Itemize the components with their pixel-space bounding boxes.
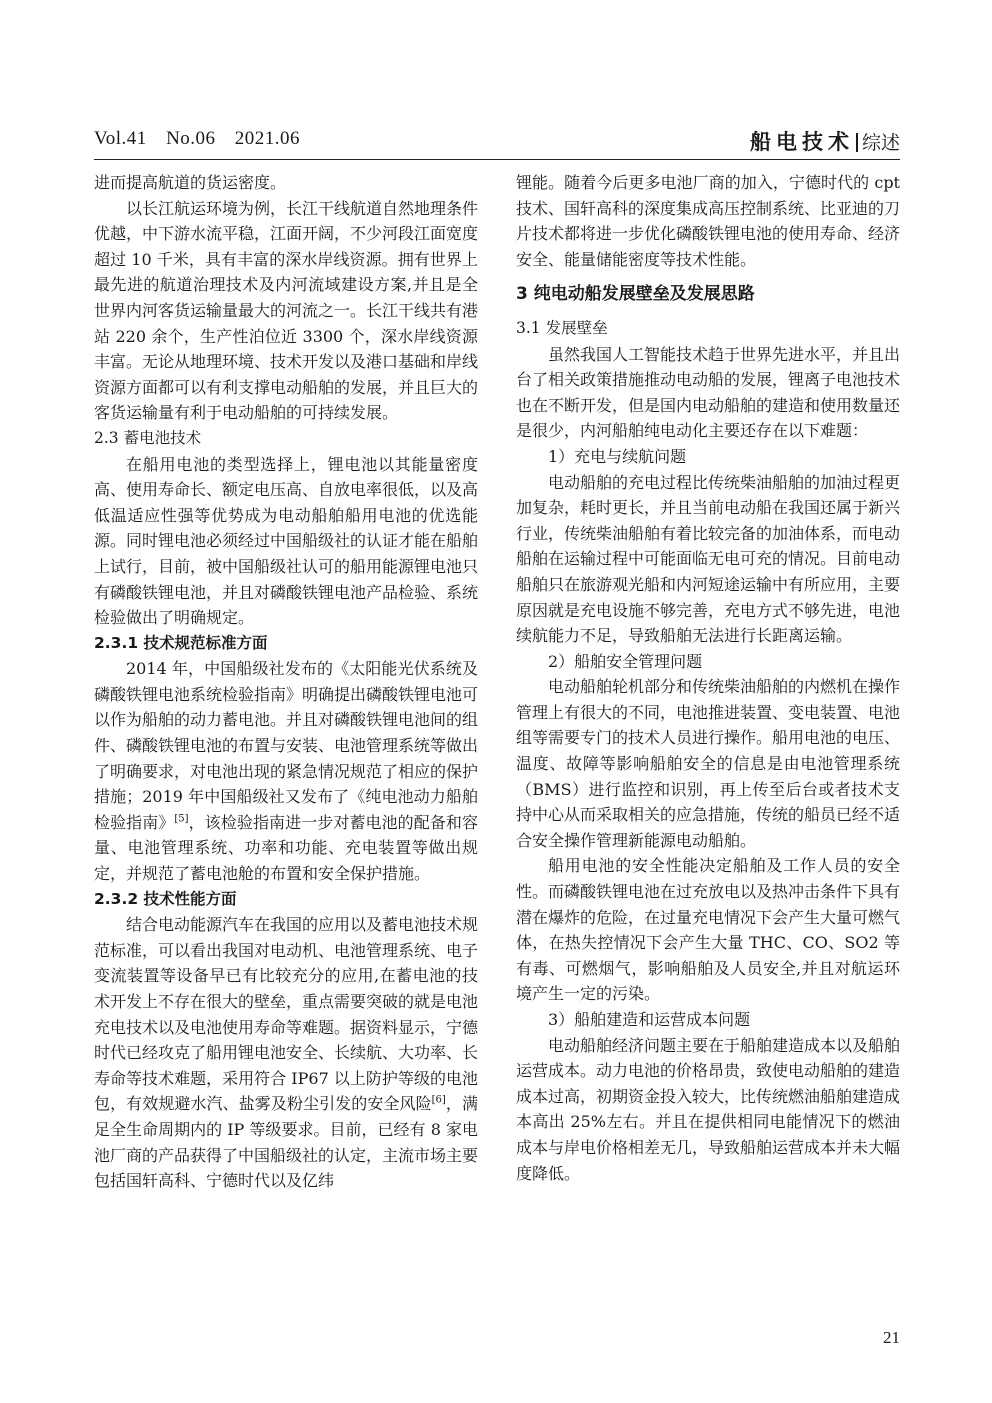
paragraph: 进而提高航道的货运密度。 (94, 173, 287, 192)
paragraph: 在船用电池的类型选择上，锂电池以其能量密度高、使用寿命长、额定电压高、自放电率很低，以及高低温适应性强等优势成为电动船舶船用电池的优选能源。同时锂电池必须经过中国船级社的认证才能在船舶上试行，目前，被中国船级社认可的船用能源锂电池只有磷酸铁锂电池，并且对磷酸铁锂电池产品检验、系统检验做出了明确规定。 (94, 454, 479, 628)
paragraph: 电动船舶的充电过程比传统柴油船舶的加油过程更加复杂，耗时更长，并且当前电动船在我国还属于新兴行业，传统柴油船舶有着比较完备的加油体系，而电动船舶在运输过程中可能面临无电可充的情况。目前电动船舶只在旅游观光船和内河短途运输中有所应用，主要原因就是充电设施不够完善，充电方式不够先进，电池续航能力不足，导致船舶无法进行长距离运输。 (516, 472, 901, 646)
list-item-heading: 2）船舶安全管理问题 (548, 651, 703, 671)
paragraph: 电动船舶轮机部分和传统柴油船舶的内燃机在操作管理上有很大的不同，电池推进装置、变电装置、电池组等需要专门的技术人员进行操作。船用电池的电压、温度、故障等影响船舶安全的信息是由电池管理系统（BMS）进行监控和识别，再上传至后台或者技术支持中心从而采取相关的应急措施，传统的船员已经不适合安全操作管理新能源电动船舶。 (516, 677, 901, 850)
paragraph: 以长江航运环境为例，长江干线航道自然地理条件优越，中下游水流平稳，江面开阔，不少河段江面宽度超过 10 千米，具有丰富的深水岸线资源。拥有世界上最先进的航道治理技术及内河流域建设方案,并且是全世界内河客货运输量最大的河流之一。长江干线共有港站 220 余个，生产性泊位近 3300 个，深水岸线资源丰富。无论从地理环境、技术开发以及港口基础和岸线资源方面都可以有利支撑电动船舶的发展，并且巨大的客货运输量有利于电动船舶的可持续发展。 (94, 198, 479, 423)
list-item-heading: 1）充电与续航问题 (548, 446, 687, 466)
right-column (516, 170, 900, 1186)
paragraph-text: ，该检验指南进一步对蓄电池的配备和容量、电池管理系统、功率和功能、充电装置等做出规定，并规范了蓄电池舱的布置和安全保护措施。 (94, 812, 478, 884)
section-heading-2-3-2: 2.3.2 技术性能方面 (94, 889, 237, 908)
left-column (94, 170, 478, 1194)
page-number: 21 (883, 1328, 900, 1347)
journal-info (750, 126, 900, 156)
paragraph-text: ，满足全生命周期内的 IP 等级要求。目前，已经有 8 家电池厂商的产品获得了中国船级社的认定，主流市场主要包括国轩高科、宁德时代以及亿纬 (94, 1094, 479, 1191)
paragraph (94, 656, 478, 886)
issue-date: 2021.06 (234, 128, 301, 149)
header-separator (856, 133, 858, 152)
section-heading-3: 3 纯电动船发展壁垒及发展思路 (516, 284, 755, 305)
citation-6: [6] (431, 1095, 446, 1107)
section-heading-2-3-1: 2.3.1 技术规范标准方面 (94, 633, 268, 652)
volume: Vol.41 (94, 128, 147, 149)
issue-number: No.06 (166, 128, 216, 149)
section-heading-3-1: 3.1 发展壁垒 (516, 318, 608, 337)
paragraph: 锂能。随着今后更多电池厂商的加入，宁德时代的 cpt 技术、国轩高科的深度集成高压控制系统、比亚迪的刀片技术都将进一步优化磷酸铁锂电池的使用寿命、经济安全、能量储能密度等技术性能。 (516, 173, 901, 269)
journal-name: 船电技术 (749, 129, 854, 154)
paragraph-text: 2014 年，中国船级社发布的《太阳能光伏系统及磷酸铁锂电池系统检验指南》明确提出磷酸铁锂电池可以作为船舶的动力蓄电池。并且对磷酸铁锂电池间的组件、磷酸铁锂电池的布置与安装、电池管理系统等做出了明确要求，对电池出现的紧急情况规范了相应的保护措施；2019 年中国船级社又发布了《纯电池动力船舶检验指南》 (94, 659, 479, 832)
issue-info (94, 128, 314, 150)
header-rule (94, 159, 900, 160)
citation-5: [5] (174, 813, 189, 825)
paragraph: 虽然我国人工智能技术趋于世界先进水平，并且出台了相关政策措施推动电动船的发展，锂离子电池技术也在不断开发，但是国内电动船舶的建造和使用数量还是很少，内河船舶纯电动化主要还存在以下难题： (516, 344, 901, 441)
paragraph: 船用电池的安全性能决定船舶及工作人员的安全性。而磷酸铁锂电池在过充放电以及热冲击条件下具有潜在爆炸的危险，在过量充电情况下会产生大量可燃气体，在热失控情况下会产生大量 THC、CO、SO2 等有毒、可燃烟气，影响船舶及人员安全,并且对航运环境产生一定的污染。 (516, 856, 901, 1004)
paragraph-text: 结合电动能源汽车在我国的应用以及蓄电池技术规范标准，可以看出我国对电动机、电池管理系统、电子变流装置等设备早已有比较充分的应用,在蓄电池的技术开发上不存在很大的壁垒，重点需要突破的就是电池充电技术以及电池使用寿命等难题。据资料显示，宁德时代已经攻克了船用锂电池安全、长续航、大功率、长寿命等技术难题，采用符合 IP67 以上防护等级的电池包，有效规避水汽、盐雾及粉尘引发的安全风险 (94, 915, 479, 1114)
page-header (94, 126, 900, 154)
section-name: 综述 (861, 132, 900, 154)
paragraph: 电动船舶经济问题主要在于船舶建造成本以及船舶运营成本。动力电池的价格昂贵，致使电动船舶的建造成本过高，初期资金投入较大，比传统燃油船舶建造成本高出 25%左右。并且在提供相同电能情况下的燃油成本与岸电价格相差无几，导致船舶运营成本并未大幅度降低。 (516, 1035, 901, 1183)
section-heading-2-3: 2.3 蓄电池技术 (94, 428, 202, 447)
list-item-heading: 3）船舶建造和运营成本问题 (548, 1010, 751, 1029)
paragraph (94, 912, 478, 1194)
